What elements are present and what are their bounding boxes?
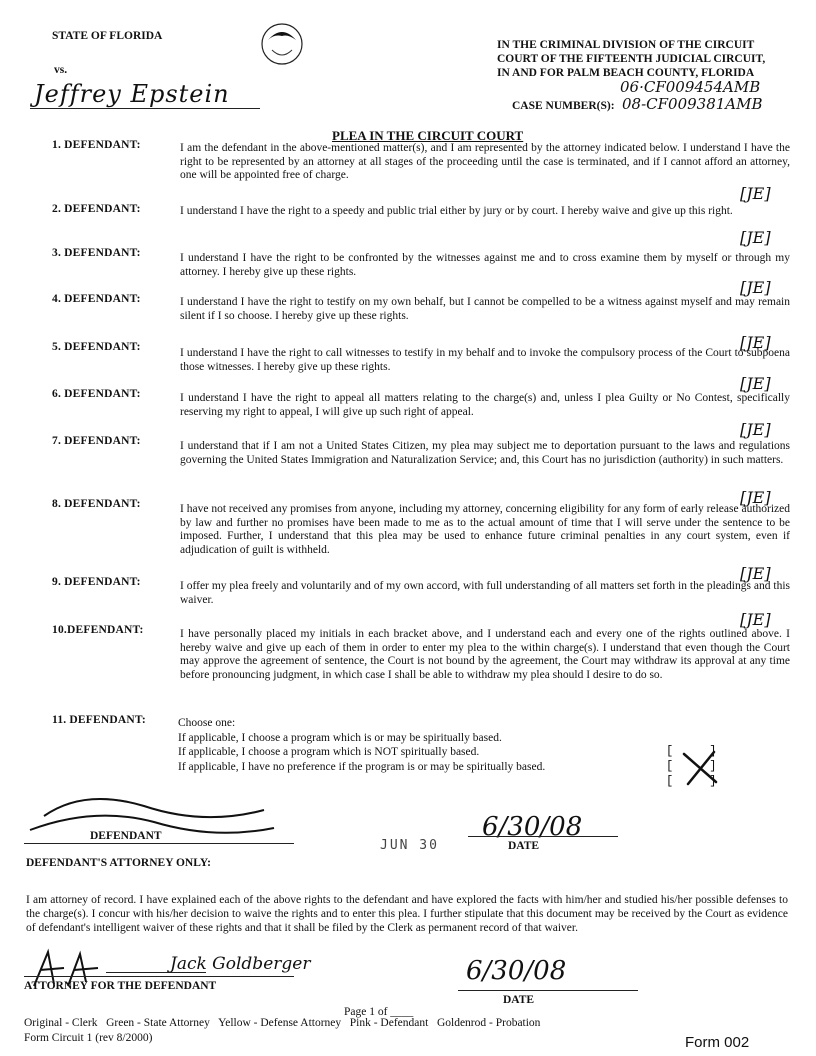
court-heading xyxy=(497,38,765,80)
section-1-text: I am the defendant in the above-mentioned matter(s), and I am represented by the attorney indicated below. I understand I have the right to be represented by an attorney at all stages of the proceeding until the case is terminated, and if I cannot afford an attorney, one will be appointed free of charge. xyxy=(180,142,790,181)
section-9-label: 9. DEFENDANT: xyxy=(52,576,141,588)
defendant-name-line xyxy=(30,108,260,109)
option-1-bracket: [ ] xyxy=(666,744,717,758)
section-4-text: I understand I have the right to testify on my own behalf, but I cannot be compelled to be a witness against myself and may remain silent if I so choose. I hereby give up these rights. xyxy=(180,296,790,322)
section-11-label: 11. DEFENDANT: xyxy=(52,714,146,726)
section-10-label: 10.DEFENDANT: xyxy=(52,624,144,636)
defendant-name-handwritten: Jeffrey Epstein xyxy=(34,80,230,108)
option-3-bracket: [ ] xyxy=(666,774,717,788)
option-2-bracket: [ ] xyxy=(666,759,717,773)
section-5-text: I understand I have the right to call witnesses to testify in my behalf and to invoke the compulsory process of the Court to subpoena those witnesses. I hereby give up these rights. xyxy=(180,347,790,373)
section-4-label: 4. DEFENDANT: xyxy=(52,293,141,305)
clerk-seal-icon xyxy=(258,20,306,68)
section-3-initial: [JE] xyxy=(740,278,771,297)
form-circuit: Form Circuit 1 (rev 8/2000) xyxy=(24,1032,153,1044)
section-11-options xyxy=(178,716,545,774)
attorney-signature-line xyxy=(24,976,294,977)
state-label: STATE OF FLORIDA xyxy=(52,30,163,42)
section-6-text: I understand I have the right to appeal all matters relating to the charge(s) and, unless I plea Guilty or No Contest, specifically reserving my right to appeal, I will give up such right of appeal. xyxy=(180,392,790,418)
option-2-checkmark-icon xyxy=(678,748,722,788)
section-1-label: 1. DEFENDANT: xyxy=(52,139,141,151)
section-3-text: I understand I have the right to be confronted by the witnesses against me and to cross examine them by myself or through my attorney. I hereby give up these rights. xyxy=(180,252,790,278)
attorney-date-label: DATE xyxy=(503,994,535,1006)
section-7-text: I understand that if I am not a United States Citizen, my plea may subject me to deportation pursuant to the laws and regulations governing the United States Immigration and Naturalization Service; and, this Court has no jurisdiction (authority) in such matters. xyxy=(180,440,790,466)
defendant-label: DEFENDANT xyxy=(90,830,162,842)
section-6-label: 6. DEFENDANT: xyxy=(52,388,141,400)
attorney-label: ATTORNEY FOR THE DEFENDANT xyxy=(24,980,217,992)
case-number-handwritten-2: 08-CF009381AMB xyxy=(622,95,763,113)
page-number: Page 1 of ____ xyxy=(344,1006,414,1018)
attorney-only-heading: DEFENDANT'S ATTORNEY ONLY: xyxy=(26,857,211,869)
form-number: Form 002 xyxy=(685,1034,750,1051)
received-stamp: JUN 30 xyxy=(380,838,439,853)
document-title: PLEA IN THE CIRCUIT COURT xyxy=(332,128,524,143)
section-10-text: I have personally placed my initials in each bracket above, and I understand each and every one of the rights outlined above. I hereby waive and give up each of them in order to enter my plea to the within charge(s). I understand that even though the Court may approve the agreement of sentence, the Court is not bound by the agreement, the Court may withdraw its approval at any time before pronouncing judgment, in which case I shall be able to withdraw my plea should I desire to do so. xyxy=(180,628,790,681)
copy-distribution: Original - Clerk Green - State Attorney Yellow - Defense Attorney Pink - Defendant Goldenrod - Probation xyxy=(24,1017,541,1029)
section-11-option-1: If applicable, I choose a program which is or may be spiritually based. xyxy=(178,731,502,744)
section-1-initial: [JE] xyxy=(740,184,771,203)
section-11-choose: Choose one: xyxy=(178,717,236,729)
section-11-option-3: If applicable, I have no preference if the program is or may be spiritually based. xyxy=(178,760,546,773)
section-8-text: I have not received any promises from anyone, including my attorney, concerning eligibility for any form of early release authorized by law and further no promises have been made to me as to the actual amount of time that I will serve under the sentence to be imposed. Further, I understand that this plea may be used to enhance future criminal penalties in any court system, even if adjudication of guilt is withheld. xyxy=(180,503,790,556)
case-number-label: CASE NUMBER(S): xyxy=(512,100,615,112)
section-11-option-2: If applicable, I choose a program which is NOT spiritually based. xyxy=(178,746,480,758)
attorney-date-handwritten: 6/30/08 xyxy=(466,956,567,986)
case-number-handwritten-1: 06·CF009454AMB xyxy=(620,78,761,96)
section-2-text: I understand I have the right to a speedy and public trial either by jury or by court. I hereby waive and give up this right. xyxy=(180,205,733,217)
section-9-initial: [JE] xyxy=(740,610,771,629)
attorney-name-handwritten: Jack Goldberger xyxy=(170,954,311,974)
court-line-1: IN THE CRIMINAL DIVISION OF THE CIRCUIT xyxy=(497,39,755,51)
defendant-date-handwritten: 6/30/08 xyxy=(482,812,583,842)
defendant-date-line xyxy=(468,836,618,837)
section-9-text: I offer my plea freely and voluntarily and of my own accord, with full understanding of all matters set forth in the pleadings and this waiver. xyxy=(180,580,790,606)
section-7-initial: [JE] xyxy=(740,488,771,507)
attorney-statement: I am attorney of record. I have explained each of the above rights to the defendant and have explored the facts with him/her and studied his/her possible defenses to the charge(s). I concur with his/her decision to waive the rights and to enter this plea. I further stipulate that this document may be received by the Court as evidence of defendant's intelligent waiver of these rights and that it shall be filed by the Clerk as permanent record of that waiver. xyxy=(26,894,788,934)
court-line-3: IN AND FOR PALM BEACH COUNTY, FLORIDA xyxy=(497,67,755,79)
section-8-initial: [JE] xyxy=(740,564,771,583)
defendant-signature-line xyxy=(24,843,294,844)
defendant-date-label: DATE xyxy=(508,840,540,852)
section-6-initial: [JE] xyxy=(740,420,771,439)
section-4-initial: [JE] xyxy=(740,333,771,352)
section-3-label: 3. DEFENDANT: xyxy=(52,247,141,259)
section-8-label: 8. DEFENDANT: xyxy=(52,498,141,510)
section-7-label: 7. DEFENDANT: xyxy=(52,435,141,447)
section-2-initial: [JE] xyxy=(740,228,771,247)
attorney-date-line xyxy=(458,990,638,991)
section-5-label: 5. DEFENDANT: xyxy=(52,341,141,353)
vs-label: vs. xyxy=(54,64,68,76)
section-5-initial: [JE] xyxy=(740,374,771,393)
section-2-label: 2. DEFENDANT: xyxy=(52,203,141,215)
court-line-2: COURT OF THE FIFTEENTH JUDICIAL CIRCUIT, xyxy=(497,53,766,65)
